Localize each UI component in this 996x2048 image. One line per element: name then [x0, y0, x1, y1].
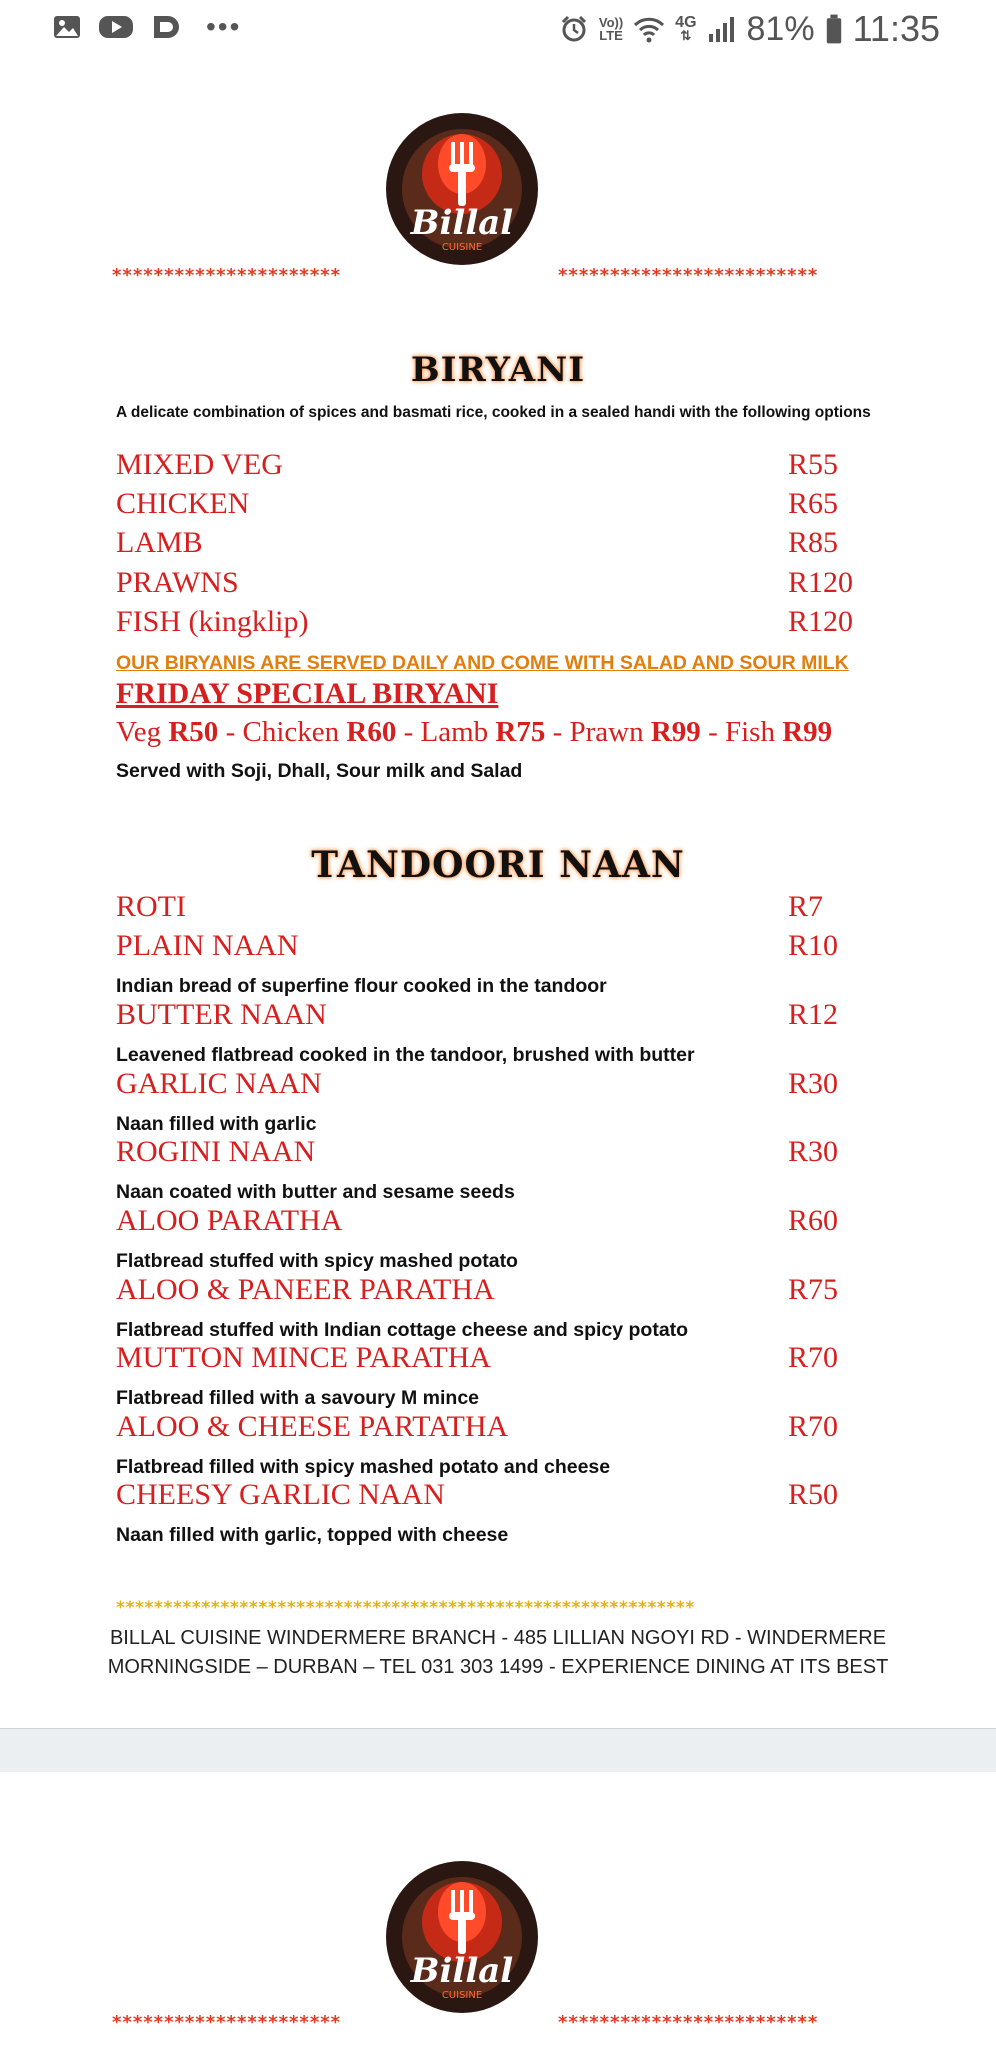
volte-label-top: Vo)): [598, 15, 624, 30]
friday-item-price: R99: [782, 716, 833, 748]
friday-item-name: Veg: [116, 716, 169, 748]
tandoori-item-price: R30: [788, 1135, 839, 1168]
tandoori-item-name: PLAIN NAAN: [116, 929, 299, 962]
tandoori-item-price: R50: [788, 1478, 839, 1511]
menu-page-next: [0, 1772, 996, 2048]
friday-item-name: - Chicken: [218, 716, 347, 748]
volte-label-bottom: LTE: [599, 28, 623, 43]
tandoori-item-price: R75: [788, 1273, 839, 1306]
tandoori-item-name: MUTTON MINCE PARATHA: [116, 1341, 492, 1374]
battery-icon: [825, 13, 843, 45]
battery-percent: 81%: [746, 9, 815, 48]
biryani-item-name: CHICKEN: [116, 487, 250, 520]
biryani-item-name: LAMB: [116, 526, 203, 559]
friday-served-with: Served with Soji, Dhall, Sour milk and Salad: [116, 760, 523, 782]
decor-stars-right: *************************: [558, 265, 819, 286]
svg-text:CUISINE: CUISINE: [441, 242, 483, 253]
biryani-item-price: R120: [788, 566, 854, 599]
friday-item-name: - Prawn: [545, 716, 651, 748]
gallery-icon: [52, 12, 82, 42]
biryani-note: OUR BIRYANIS ARE SERVED DAILY AND COME WITH SALAD AND SOUR MILK: [116, 652, 849, 674]
biryani-item-price: R55: [788, 448, 839, 481]
decor-stars-right: *************************: [558, 2012, 819, 2033]
tandoori-item-desc: Naan filled with garlic: [116, 1113, 317, 1135]
system-status: [559, 8, 940, 50]
friday-special-prices: [116, 716, 832, 749]
volte-icon: [599, 16, 623, 42]
tandoori-item-name: ALOO & CHEESE PARTATHA: [116, 1410, 509, 1443]
tandoori-item-price: R10: [788, 929, 839, 962]
tandoori-item-desc: Flatbread filled with spicy mashed potato and cheese: [116, 1456, 611, 1478]
tandoori-item-price: R30: [788, 1067, 839, 1100]
decor-stars-left: **********************: [112, 265, 342, 286]
tandoori-item-name: CHEESY GARLIC NAAN: [116, 1478, 445, 1511]
biryani-item-name: PRAWNS: [116, 566, 239, 599]
biryani-item-price: R85: [788, 526, 839, 559]
menu-page: [0, 60, 996, 1728]
tandoori-item-price: R12: [788, 998, 839, 1031]
tandoori-item-desc: Leavened flatbread cooked in the tandoor, brushed with butter: [116, 1044, 695, 1066]
biryani-description: A delicate combination of spices and basmati rice, cooked in a sealed handi with the following options: [116, 404, 871, 421]
tandoori-item-price: R60: [788, 1204, 839, 1237]
friday-item-price: R99: [650, 716, 701, 748]
notification-icons: [52, 12, 241, 42]
tandoori-item-desc: Naan coated with butter and sesame seeds: [116, 1181, 515, 1203]
friday-item-price: R75: [495, 716, 546, 748]
billal-logo: [386, 1852, 538, 2022]
svg-text:Billal: Billal: [410, 1951, 514, 1991]
alarm-icon: [559, 14, 589, 44]
tandoori-item-name: ALOO & PANEER PARATHA: [116, 1273, 495, 1306]
footer-contact-line: MORNINGSIDE – DURBAN – TEL 031 303 1499 - EXPERIENCE DINING AT ITS BEST: [107, 1656, 889, 1678]
billal-logo: [386, 104, 538, 274]
biryani-item-price: R65: [788, 487, 839, 520]
tandoori-heading: TANDOORI NAAN: [311, 844, 685, 886]
biryani-item-name: MIXED VEG: [116, 448, 283, 481]
tandoori-item-name: ROTI: [116, 890, 186, 923]
friday-item-name: - Lamb: [396, 716, 496, 748]
page-separator: [0, 1728, 996, 1774]
tandoori-item-name: ALOO PARATHA: [116, 1204, 343, 1237]
friday-item-price: R50: [168, 716, 219, 748]
tandoori-item-desc: Flatbread stuffed with spicy mashed potato: [116, 1250, 518, 1272]
tandoori-item-desc: Flatbread stuffed with Indian cottage cheese and spicy potato: [116, 1319, 689, 1341]
tandoori-item-name: BUTTER NAAN: [116, 998, 327, 1031]
network-type-label: 4G: [675, 14, 697, 31]
signal-icon: [707, 14, 737, 44]
youtube-icon: [98, 12, 134, 42]
tandoori-item-price: R7: [788, 890, 824, 923]
tandoori-item-name: GARLIC NAAN: [116, 1067, 322, 1100]
app-icon: [150, 12, 180, 42]
more-dots-icon: •••: [206, 11, 242, 42]
friday-item-price: R60: [346, 716, 397, 748]
svg-text:CUISINE: CUISINE: [441, 1990, 483, 2001]
biryani-heading: BIRYANI: [410, 350, 586, 390]
4g-icon: [675, 16, 696, 42]
wifi-icon: [633, 14, 665, 44]
tandoori-item-name: ROGINI NAAN: [116, 1135, 316, 1168]
data-arrows-icon: ⇅: [680, 28, 692, 43]
friday-item-name: - Fish: [700, 716, 783, 748]
biryani-item-price: R120: [788, 605, 854, 638]
tandoori-item-desc: Flatbread filled with a savoury M mince: [116, 1387, 480, 1409]
biryani-item-name: FISH (kingklip): [116, 605, 309, 638]
friday-special-title: FRIDAY SPECIAL BIRYANI: [116, 677, 499, 710]
tandoori-item-desc: Naan filled with garlic, topped with cheese: [116, 1524, 509, 1546]
decor-stars-left: **********************: [112, 2012, 342, 2033]
clock: 11:35: [852, 8, 940, 49]
tandoori-item-desc: Indian bread of superfine flour cooked in the tandoor: [116, 975, 607, 997]
footer-stars: *************************************************************: [116, 1598, 695, 1618]
tandoori-item-price: R70: [788, 1341, 839, 1374]
svg-text:Billal: Billal: [410, 203, 514, 243]
status-bar: [0, 0, 996, 60]
tandoori-item-price: R70: [788, 1410, 839, 1443]
footer-address-line: BILLAL CUISINE WINDERMERE BRANCH - 485 LILLIAN NGOYI RD - WINDERMERE: [109, 1627, 887, 1649]
